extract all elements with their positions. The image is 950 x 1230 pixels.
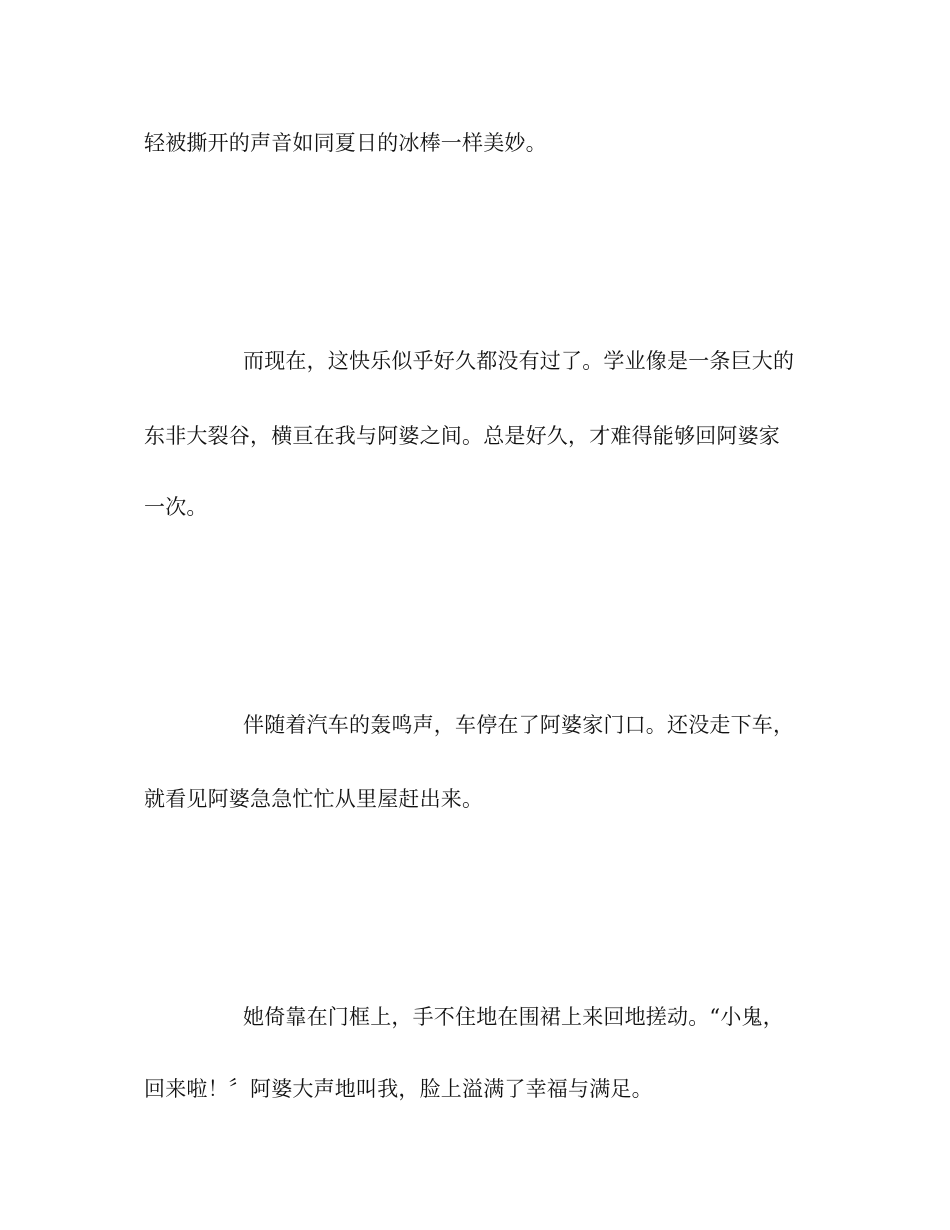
paragraph-4-line-2: 回来啦！〞阿婆大声地叫我，脸上溢满了幸福与满足。: [144, 1077, 653, 1101]
paragraph-2-line-1: 而现在，这快乐似乎好久都没有过了。学业像是一条巨大的: [243, 349, 795, 373]
paragraph-2-line-3: 一次。: [144, 495, 208, 519]
paragraph-2-line-2: 东非大裂谷，横亘在我与阿婆之间。总是好久，才难得能够回阿婆家: [144, 424, 780, 448]
paragraph-3-line-1: 伴随着汽车的轰鸣声，车停在了阿婆家门口。还没走下车，: [243, 713, 795, 737]
paragraph-4-line-1: 她倚靠在门框上，手不住地在围裙上来回地搓动。“小鬼，: [243, 1005, 784, 1029]
paragraph-1-line-1: 轻被撕开的声音如同夏日的冰棒一样美妙。: [144, 131, 547, 155]
paragraph-3-line-2: 就看见阿婆急急忙忙从里屋赶出来。: [144, 787, 484, 811]
